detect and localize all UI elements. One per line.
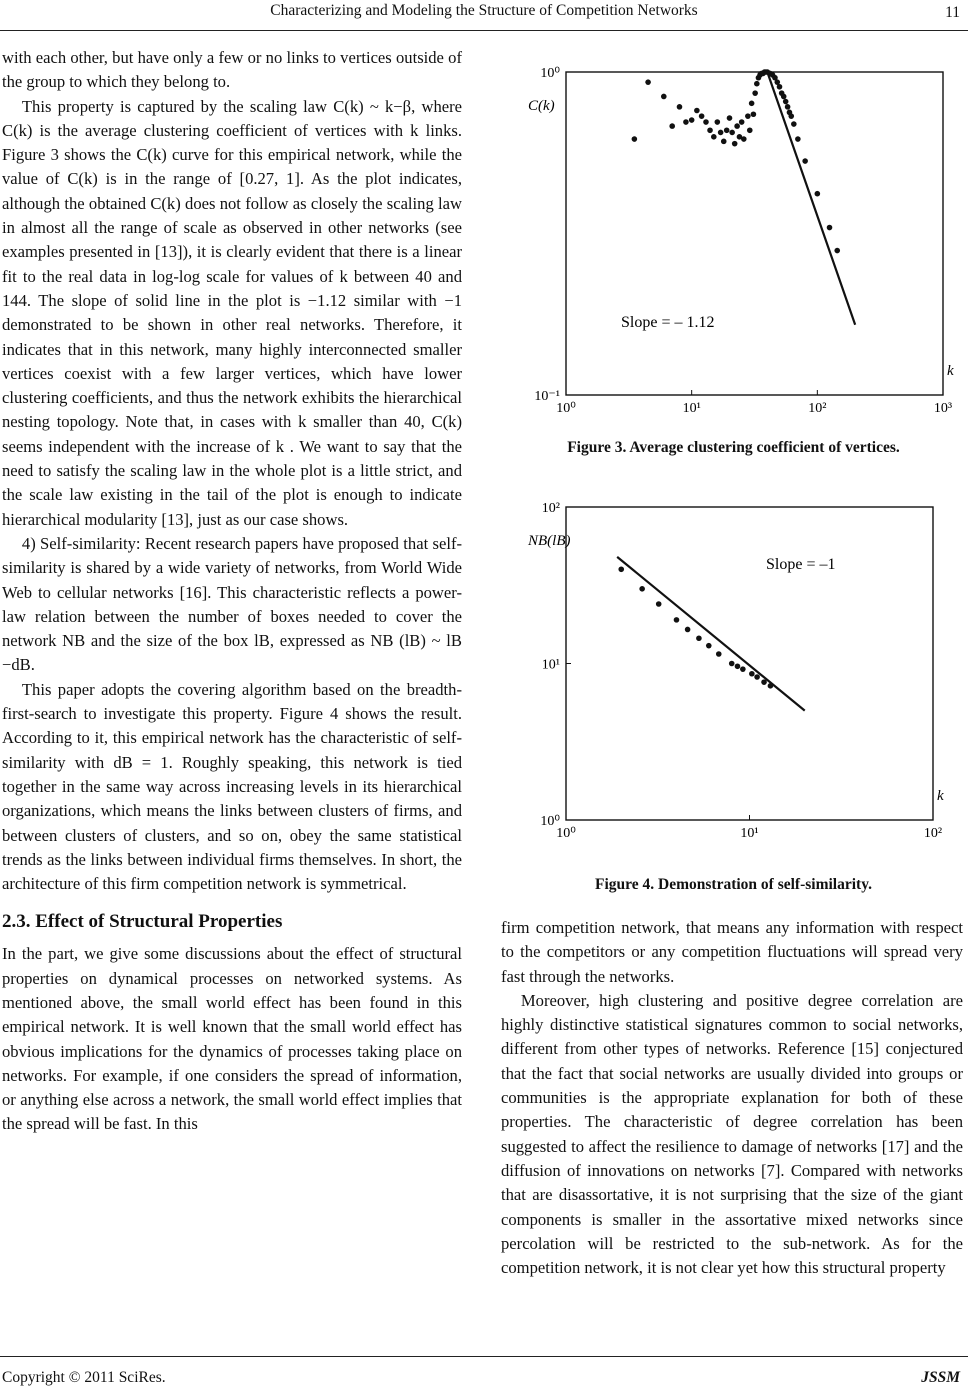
y-tick-label: 10⁻¹ [534, 389, 560, 404]
data-point [741, 136, 747, 142]
data-point [777, 84, 783, 90]
y-axis-label: C(k) [528, 98, 555, 114]
data-point [785, 104, 791, 110]
x-tick-label: 10⁰ [556, 401, 576, 416]
data-point [783, 99, 789, 105]
data-point [791, 121, 797, 127]
left-column [2, 46, 462, 1137]
paragraph: with each other, but have only a few or no links to vertices outside of the group to which they belong to. [2, 48, 462, 92]
data-point [729, 130, 735, 136]
data-point [734, 123, 740, 129]
paragraph: Moreover, high clustering and positive degree correlation are highly distinctive statistical signatures common to social networks, different from other types of networks. Reference [15] conjectured that the fact that social networks are usually divided into groups or communities is the appropriate explanation for both of these properties. The characteristic of degree correlation has been suggested to affect the resilience to damage of networks [17] and the diffusion of innovations on networks [7]. Compared with networks that are disassortative, it is not surprising that the size of the giant components is smaller in the assortative mixed networks since percolation will be restricted to the sub-network. As for the competition network, it is not clear yet how this structural property [501, 990, 963, 1278]
running-title: Characterizing and Modeling the Structure of Competition Networks [270, 2, 698, 19]
data-point [747, 127, 753, 133]
paragraph: 4) Self-similarity: Recent research papers have proposed that self-similarity is shared by a wide variety of networks, from World Wide Web to cellular networks [16]. This characteristic reflects a power-law relation between the number of boxes needed to cover the network NB and the size of the box lB, expressed as NB (lB) ~ lB −dB. [2, 533, 462, 675]
data-point [718, 130, 724, 136]
data-point [696, 635, 702, 641]
page-header [0, 0, 968, 31]
data-point [768, 683, 774, 689]
data-point [740, 666, 746, 672]
data-point [827, 225, 833, 231]
data-point [645, 79, 651, 85]
data-point [788, 113, 794, 119]
y-tick-label: 10¹ [541, 657, 560, 673]
data-point [724, 127, 730, 133]
fit-line [767, 72, 855, 325]
figure-3 [501, 55, 966, 430]
data-point [661, 94, 667, 100]
slope-annotation: Slope = –1 [766, 556, 836, 573]
figure-3-chart [501, 55, 966, 430]
data-point [715, 119, 721, 125]
x-tick-label: 10¹ [740, 826, 759, 841]
data-point [685, 627, 691, 633]
data-point [727, 115, 733, 121]
data-point [754, 674, 760, 680]
paragraph: This property is captured by the scaling law C(k) ~ k−β, where C(k) is the average clustering coefficient of vertices with k links. Figure 3 shows the C(k) curve for this empirical network, while the value of C(k) is in the range of [0.27, 1]. As the plot indicates, although the obtained C(k) does not follow as closely the scaling law in almost all the range of scale as observed in other networks (see examples presented in [13]), it is clearly evident that there is a linear fit to the real data in log-log scale for values of k between 40 and 144. The slope of solid line in the plot is −1.12 similar with −1 demonstrated to be shown in other real networks. Therefore, it indicates that in this network, many highly interconnected smaller vertices coexist with a few larger vertices, which have lower clustering coefficients, and thus the network exhibits the hierarchical nesting topology. Note that, in cases with k smaller than 40, C(k) seems independent with the increase of k . We want to say that the need to satisfy the scaling law in the whole plot is a little strict, and the scale law existing in the tail of the plot is enough to indicate hierarchical modularity [13], just as our case shows. [2, 96, 462, 529]
plot-frame [566, 507, 933, 820]
figure-4-chart [501, 490, 966, 860]
data-point [815, 191, 821, 197]
data-point [781, 94, 787, 100]
y-axis-label: NB(lB) [528, 533, 571, 549]
x-tick-label: 10⁰ [556, 826, 576, 841]
data-point [707, 127, 713, 133]
data-point [716, 651, 722, 657]
data-point [732, 141, 738, 147]
page-number: 11 [945, 4, 960, 21]
data-point [639, 586, 645, 592]
data-point [751, 111, 757, 117]
x-axis-label: k [947, 363, 954, 379]
paragraph: firm competition network, that means any information with respect to the competitors or any competition fluctuations will spread very fast through the networks. [501, 918, 963, 986]
paragraph: In the part, we give some discussions about the effect of structural properties on dynamical processes on networked systems. As mentioned above, the small world effect has been found in this empirical network. It is well known that the small world effect has obvious implications for the dynamics of processes taking place on networks. For example, if one considers the spread of information, or anything else across a network, the small world effect implies that the spread will be fast. In this [2, 944, 462, 1134]
x-tick-label: 10³ [933, 401, 953, 416]
data-point [689, 117, 695, 123]
data-point [761, 679, 767, 685]
x-axis-label: k [937, 788, 944, 804]
data-point [802, 158, 808, 164]
page-footer [0, 1356, 968, 1387]
plot-frame [566, 72, 943, 395]
data-point [729, 661, 735, 667]
data-point [834, 248, 840, 254]
data-point [674, 617, 680, 623]
journal-abbreviation: JSSM [921, 1369, 960, 1386]
data-point [703, 119, 709, 125]
data-point [706, 643, 712, 649]
data-point [739, 119, 745, 125]
x-tick-label: 10² [923, 826, 943, 841]
data-point [632, 136, 638, 142]
data-point [656, 601, 662, 607]
data-point [745, 113, 751, 119]
section-heading: 2.3. Effect of Structural Properties [2, 911, 283, 933]
copyright-notice: Copyright © 2011 SciRes. [2, 1369, 166, 1386]
right-column [501, 916, 963, 1280]
fit-line [617, 557, 805, 711]
data-point [669, 123, 675, 129]
data-point [694, 108, 700, 114]
data-point [749, 101, 755, 107]
figure-4 [501, 490, 966, 860]
data-point [749, 671, 755, 677]
data-point [795, 136, 801, 142]
data-point [721, 139, 727, 145]
data-point [677, 104, 683, 110]
figure-3-caption: Figure 3. Average clustering coefficient of vertices. [567, 439, 900, 456]
paragraph: This paper adopts the covering algorithm based on the breadth-first-search to investigate this property. Figure 4 shows the result. According to it, this empirical network has the characteristic of self-similarity with dB = 1. Roughly speaking, this network is tied together in the same way across increasing levels in its hierarchical organizations, which means the links between clusters of firms, and between clusters of clusters, and so on, obey the same statistical trends as the links between individual firms themselves. In short, the architecture of this firm competition network is symmetrical. [2, 679, 462, 894]
y-tick-label: 10⁰ [540, 814, 560, 829]
y-tick-label: 10² [541, 501, 560, 516]
data-point [711, 134, 717, 140]
data-point [754, 81, 760, 87]
figure-4-caption: Figure 4. Demonstration of self-similarity. [595, 876, 872, 893]
x-tick-label: 10¹ [682, 401, 701, 416]
data-point [752, 90, 758, 96]
slope-annotation: Slope = – 1.12 [621, 314, 715, 331]
data-point [699, 113, 705, 119]
data-point [618, 566, 624, 572]
data-point [683, 119, 689, 125]
x-tick-label: 10² [808, 401, 827, 416]
data-point [735, 663, 741, 669]
y-tick-label: 10⁰ [540, 66, 560, 81]
